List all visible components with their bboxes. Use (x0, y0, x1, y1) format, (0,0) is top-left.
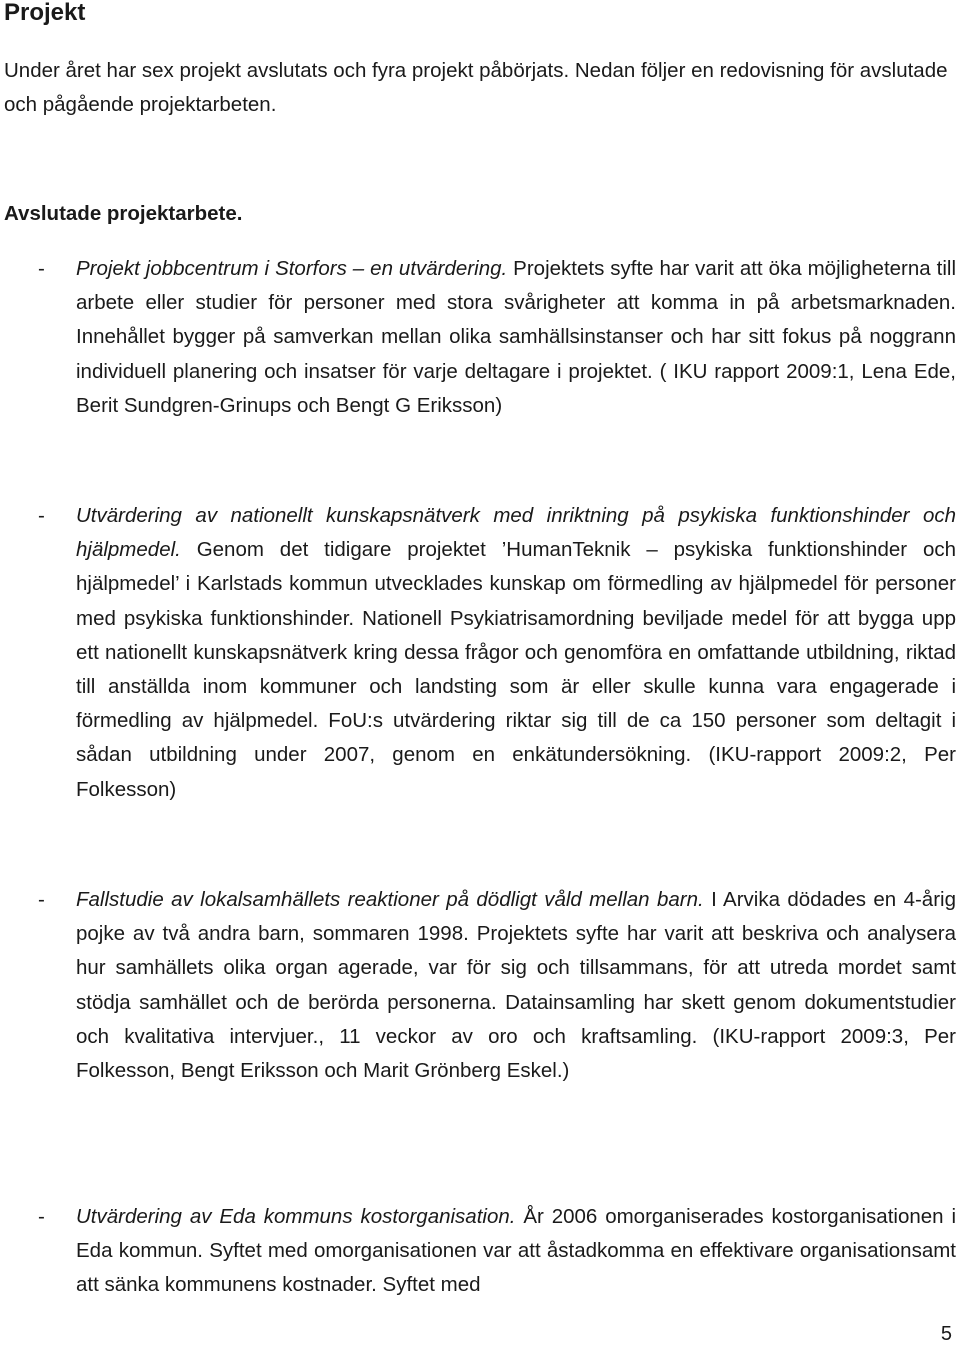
project-title: Utvärdering av Eda kommuns kostorganisation. (76, 1205, 516, 1228)
section-subheading: Avslutade projektarbete. (4, 202, 243, 225)
intro-paragraph: Under året har sex projekt avslutats och fyra projekt påbörjats. Nedan följer en redovisning för avslutade och pågående projektarbeten. (4, 59, 948, 116)
project-title: Projekt jobbcentrum i Storfors – en utvärdering. (76, 257, 508, 280)
project-description: Projektets syfte har varit att öka möjligheterna till arbete eller studier för personer med stora svårigheter att komma in på arbetsmarknaden. Innehållet bygger på samverkan mellan olika samhällsinstanser och har sitt fokus på noggrann individuell planering och insatser för varje deltagare i projektet. ( IKU rapport 2009:1, Lena Ede, Berit Sundgren-Grinups och Bengt G Eriksson) (76, 257, 956, 417)
project-title: Fallstudie av lokalsamhällets reaktioner på dödligt våld mellan barn. (76, 888, 704, 911)
list-dash: - (38, 1205, 45, 1228)
project-item-kunskapsnatverk (0, 499, 956, 807)
project-description: Genom det tidigare projektet ’HumanTeknik – psykiska funktionshinder och hjälpmedel’ i Karlstads kommun utvecklades kunskap om förmedling av hjälpmedel för personer med psykiska funktionshinder. Nationell Psykiatrisamordning beviljade medel för att bygga upp ett nationellt kunskapsnätverk kring dessa frågor och genomföra en omfattande utbildning, riktad till anställda inom kommuner och landsting som är eller skulle kunna vara engagerade i förmedling av hjälpmedel. FoU:s utvärdering riktar sig till de ca 150 personer som deltagit i sådan utbildning under 2007, genom en enkätundersökning. (IKU-rapport 2009:2, Per Folkesson) (76, 538, 956, 801)
page-number: 5 (940, 1323, 952, 1345)
project-title: Utvärdering av nationellt kunskapsnätverk med inriktning på psykiska funktionshinder och hjälpmedel. (76, 504, 956, 562)
list-dash: - (38, 257, 45, 280)
list-dash: - (38, 888, 45, 911)
list-dash: - (38, 504, 45, 527)
project-paragraph (76, 499, 956, 807)
project-item-eda (0, 1200, 956, 1303)
page-heading: Projekt (4, 0, 86, 26)
project-description: År 2006 omorganiserades kostorganisationen i Eda kommun. Syftet med omorganisationen var att åstadkomma en effektivare organisationsamt att sänka kommunens kostnader. Syftet med (76, 1205, 956, 1297)
project-paragraph (76, 1200, 956, 1303)
project-paragraph (76, 252, 956, 423)
project-item-fallstudie (0, 883, 956, 1088)
project-paragraph (76, 883, 956, 1088)
project-item-storfors (0, 252, 956, 423)
project-description: I Arvika dödades en 4-årig pojke av två andra barn, sommaren 1998. Projektets syfte har varit att beskriva och analysera hur samhällets olika organ agerade, var för sig och tillsammans, för att utreda mordet samt stödja samhället och de berörda personerna. Datainsamling har skett genom dokumentstudier och kvalitativa intervjuer., 11 veckor av oro och kraftsamling. (IKU-rapport 2009:3, Per Folkesson, Bengt Eriksson och Marit Grönberg Eskel.) (76, 888, 956, 1083)
